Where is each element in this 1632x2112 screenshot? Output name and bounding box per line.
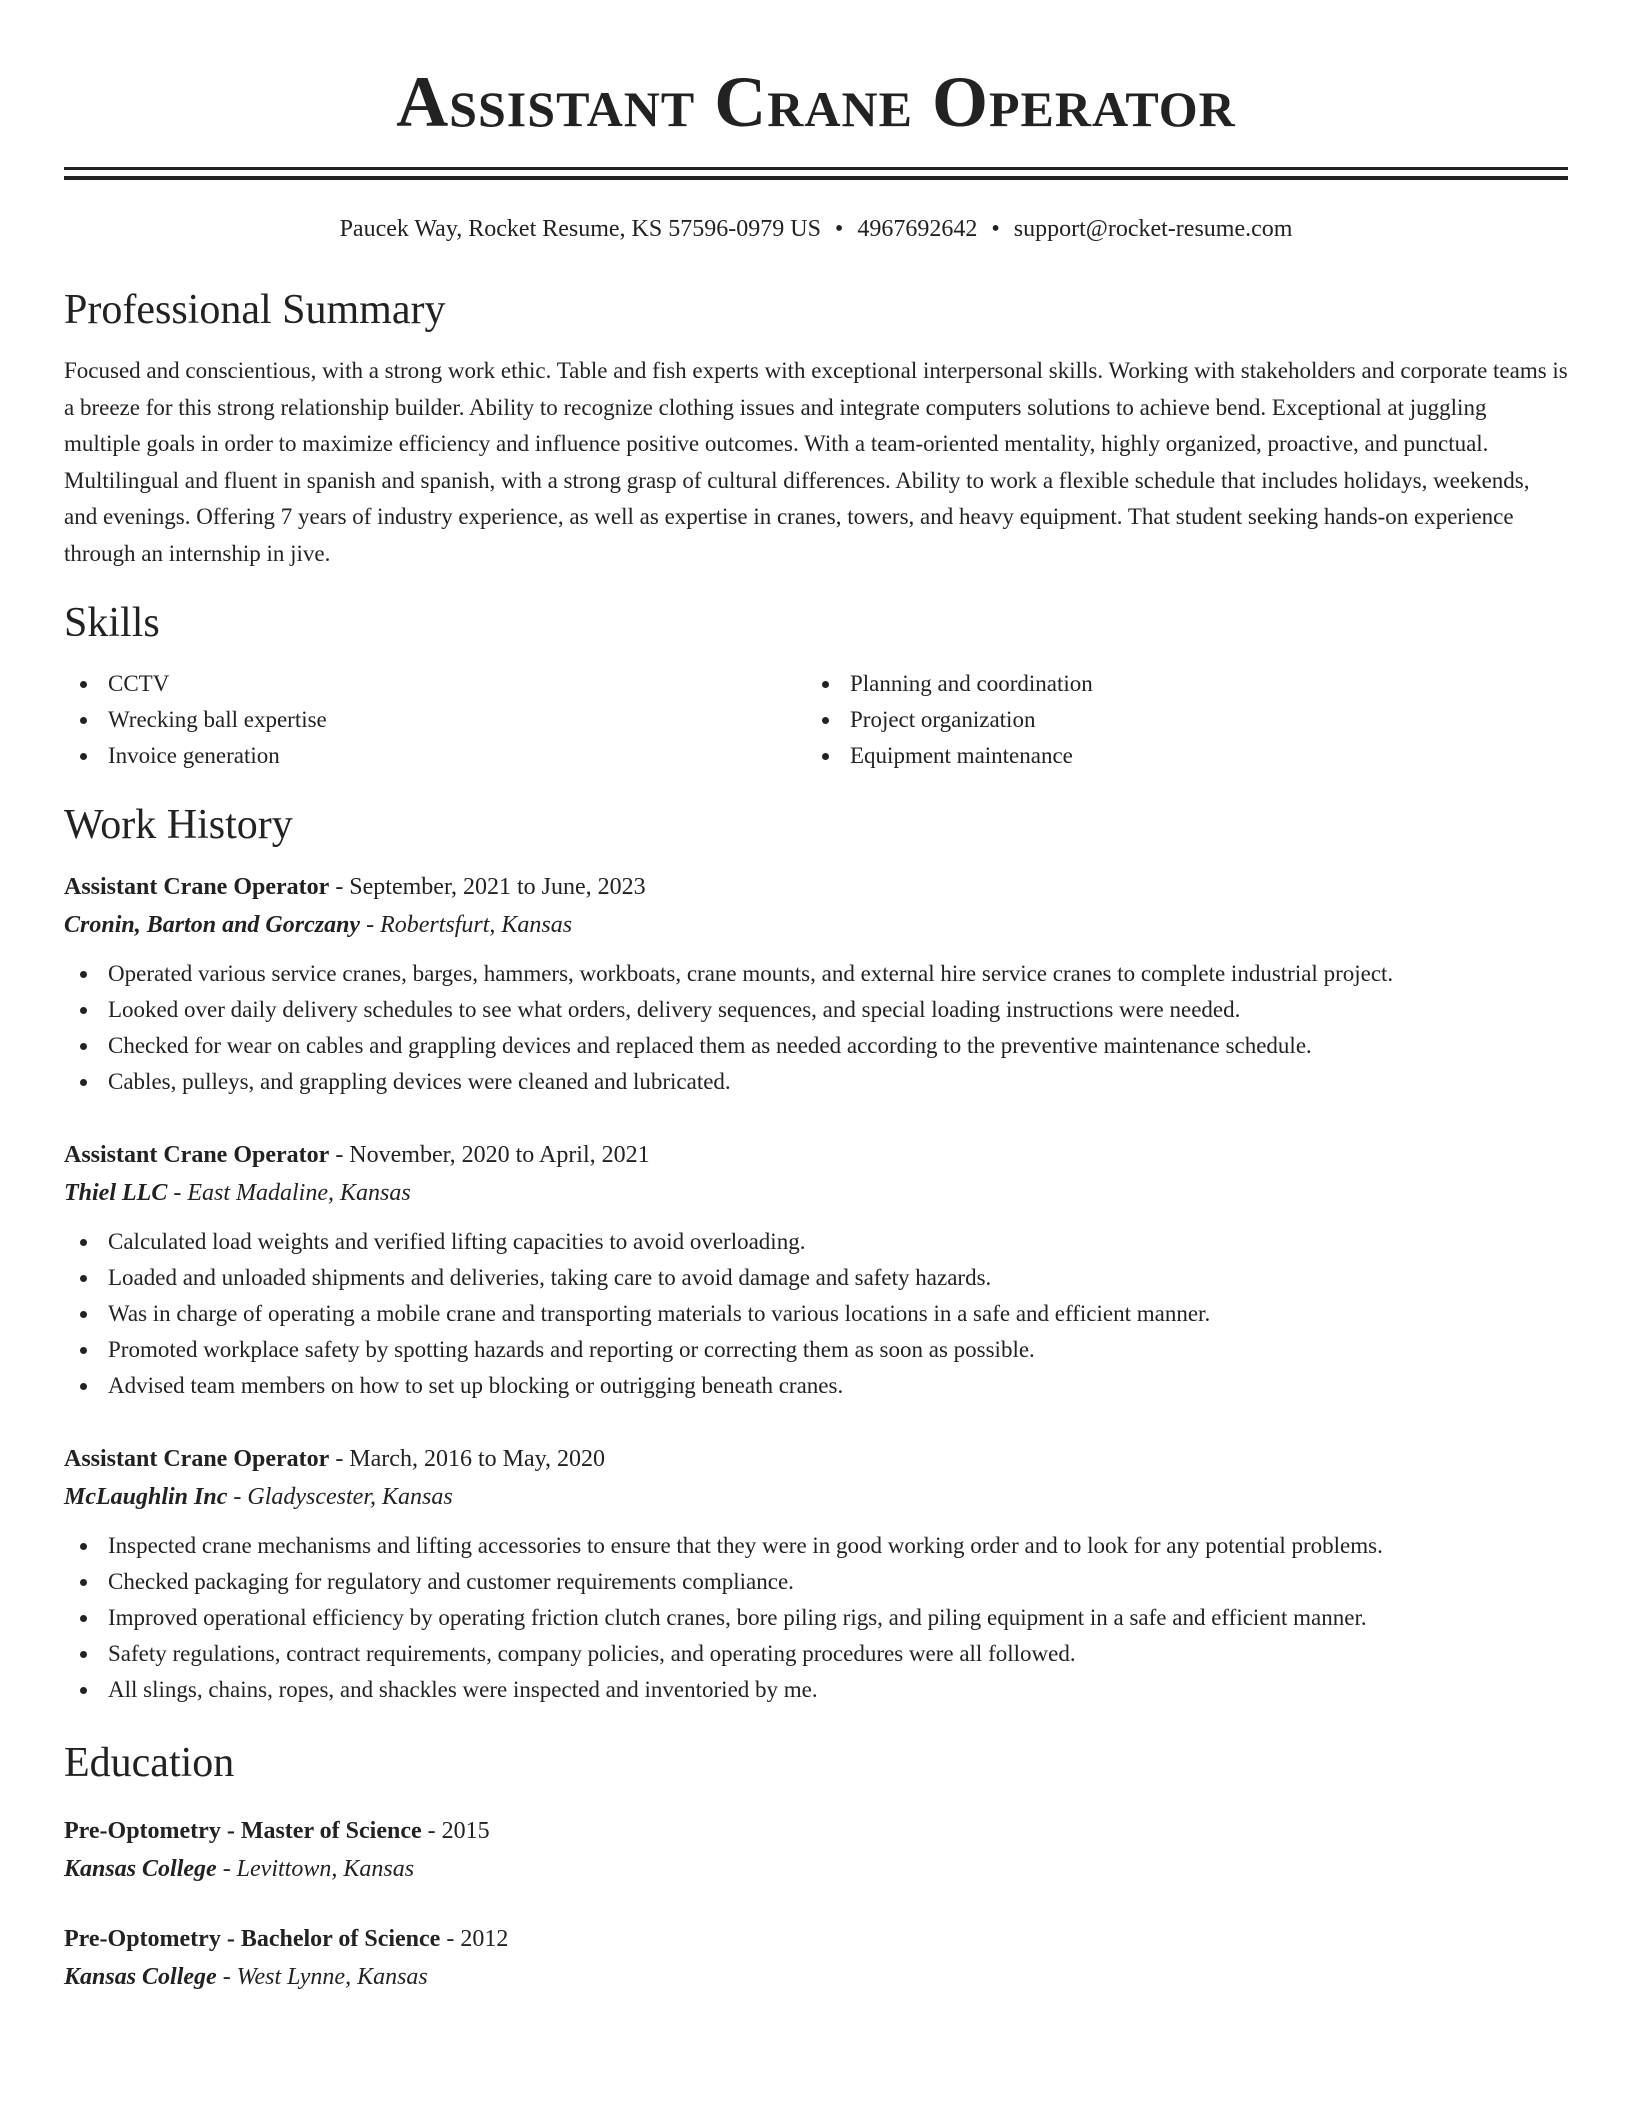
job-duty: Operated various service cranes, barges, hammers, workboats, crane mounts, and external hire service cranes to complete industrial project. [64, 956, 1568, 992]
skills-heading: Skills [64, 600, 160, 646]
job-title: Assistant Crane Operator [64, 1142, 330, 1168]
job-duty: Safety regulations, contract requirements, company policies, and operating procedures were all followed. [64, 1636, 1568, 1672]
education-school: Kansas College [64, 1964, 217, 1990]
job-duty: Checked packaging for regulatory and customer requirements compliance. [64, 1564, 1568, 1600]
job-duty: Cables, pulleys, and grappling devices were cleaned and lubricated. [64, 1064, 1568, 1100]
contact-line [64, 213, 1568, 245]
summary-text: Focused and conscientious, with a strong work ethic. Table and fish experts with exceptional interpersonal skills. Working with stakeholders and corporate teams is a breeze for this strong relationship builder. Ability to recognize clothing issues and integrate computers solutions to achieve bend. Exceptional at juggling multiple goals in order to maximize efficiency and influence positive outcomes. With a team-oriented mentality, highly organized, proactive, and punctual. Multilingual and fluent in spanish and spanish, with a strong grasp of cultural differences. Ability to work a flexible schedule that includes holidays, weekends, and evenings. Offering 7 years of industry experience, as well as expertise in cranes, towers, and heavy equipment. That student seeking hands-on experience through an internship in jive. [64, 358, 1568, 566]
header-divider-bottom [64, 176, 1568, 180]
job-header [64, 1136, 1568, 1174]
job-duty: Promoted workplace safety by spotting hazards and reporting or correcting them as soon as possible. [64, 1332, 1568, 1368]
job-dates: - March, 2016 to May, 2020 [329, 1446, 606, 1472]
job-header [64, 1440, 1568, 1478]
skills-list [64, 666, 1568, 774]
job-employer [64, 1174, 1568, 1212]
education-degree-line [64, 1812, 1568, 1850]
job-duties [64, 1528, 1568, 1708]
job-header [64, 868, 1568, 906]
job-title: Assistant Crane Operator [64, 1446, 330, 1472]
education-year: - 2012 [440, 1926, 509, 1952]
header-divider-top [64, 167, 1568, 170]
contact-separator: • [834, 216, 844, 242]
contact-phone: 4967692642 [857, 216, 978, 242]
education-degree-line [64, 1920, 1568, 1958]
job-duty: Improved operational efficiency by operating friction clutch cranes, bore piling rigs, and piling equipment in a safe and efficient manner. [64, 1600, 1568, 1636]
education-heading: Education [64, 1740, 235, 1786]
education-school-line [64, 1958, 1568, 1996]
resume-name: Assistant Crane Operator [396, 62, 1236, 142]
job-company: Thiel LLC [64, 1180, 168, 1206]
skills-column-right [806, 666, 1548, 774]
education-degree: Pre-Optometry - Bachelor of Science [64, 1926, 441, 1952]
skill-item: Equipment maintenance [806, 738, 1548, 774]
job-location: - Gladyscester, Kansas [227, 1484, 453, 1510]
job-entry [64, 868, 1568, 1100]
job-title: Assistant Crane Operator [64, 874, 330, 900]
job-duty: Advised team members on how to set up blocking or outrigging beneath cranes. [64, 1368, 1568, 1404]
job-location: - Robertsfurt, Kansas [360, 912, 573, 938]
job-duties [64, 956, 1568, 1100]
job-duty: Inspected crane mechanisms and lifting accessories to ensure that they were in good working order and to look for any potential problems. [64, 1528, 1568, 1564]
job-duty: Loaded and unloaded shipments and deliveries, taking care to avoid damage and safety hazards. [64, 1260, 1568, 1296]
education-entry [64, 1812, 1568, 1888]
job-employer [64, 1478, 1568, 1516]
education-school-line [64, 1850, 1568, 1888]
job-duty: Calculated load weights and verified lifting capacities to avoid overloading. [64, 1224, 1568, 1260]
skills-column-left [64, 666, 806, 774]
job-entry [64, 1440, 1568, 1708]
job-dates: - November, 2020 to April, 2021 [329, 1142, 650, 1168]
job-entry [64, 1136, 1568, 1404]
job-duties [64, 1224, 1568, 1404]
education-year: - 2015 [421, 1818, 490, 1844]
job-dates: - September, 2021 to June, 2023 [329, 874, 646, 900]
education-school: Kansas College [64, 1856, 217, 1882]
contact-email: support@rocket-resume.com [1013, 216, 1293, 242]
resume-page [64, 0, 1568, 1996]
job-duty: Looked over daily delivery schedules to see what orders, delivery sequences, and special loading instructions were needed. [64, 992, 1568, 1028]
skill-item: CCTV [64, 666, 806, 702]
education-entry [64, 1920, 1568, 1996]
job-duty: All slings, chains, ropes, and shackles were inspected and inventoried by me. [64, 1672, 1568, 1708]
education-location: - Levittown, Kansas [216, 1856, 415, 1882]
contact-separator: • [991, 216, 1000, 242]
work-history-heading: Work History [64, 802, 293, 848]
skill-item: Invoice generation [64, 738, 806, 774]
skill-item: Project organization [806, 702, 1548, 738]
summary-heading: Professional Summary [64, 287, 446, 333]
job-duty: Was in charge of operating a mobile crane and transporting materials to various locations in a safe and efficient manner. [64, 1296, 1568, 1332]
education-location: - West Lynne, Kansas [216, 1964, 428, 1990]
contact-address: Paucek Way, Rocket Resume, KS 57596-0979 US [339, 216, 821, 242]
skill-item: Wrecking ball expertise [64, 702, 806, 738]
job-company: McLaughlin Inc [64, 1484, 228, 1510]
skill-item: Planning and coordination [806, 666, 1548, 702]
education-degree: Pre-Optometry - Master of Science [64, 1818, 422, 1844]
job-location: - East Madaline, Kansas [167, 1180, 411, 1206]
job-company: Cronin, Barton and Gorczany [64, 912, 361, 938]
job-employer [64, 906, 1568, 944]
job-duty: Checked for wear on cables and grappling devices and replaced them as needed according to the preventive maintenance schedule. [64, 1028, 1568, 1064]
